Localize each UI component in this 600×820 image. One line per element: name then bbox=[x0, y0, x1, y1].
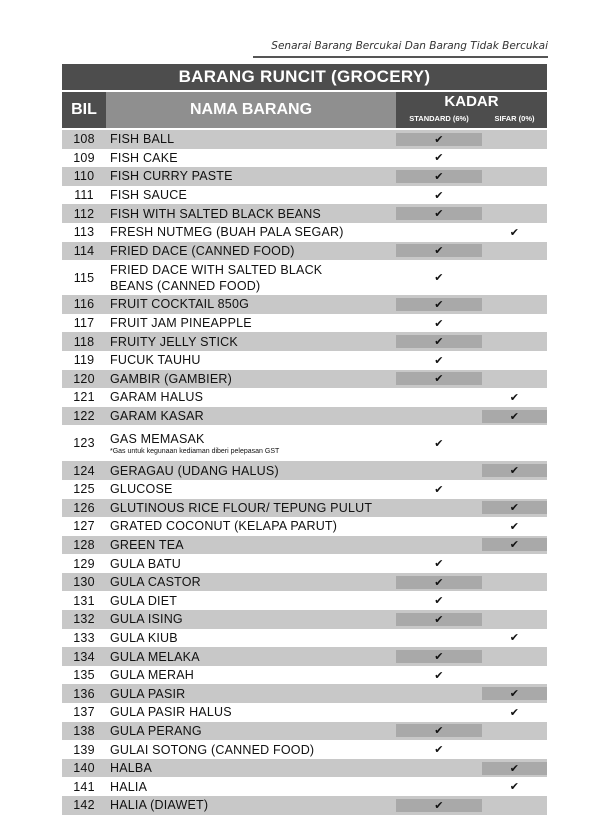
check-icon: ✔ bbox=[509, 688, 520, 701]
row-nama-text-line2: BEANS (CANNED FOOD) bbox=[110, 278, 261, 293]
check-icon: ✔ bbox=[434, 189, 444, 202]
table-row bbox=[62, 796, 547, 815]
row-nama bbox=[106, 243, 396, 259]
row-nama bbox=[106, 168, 396, 184]
row-nama-text: GULA MERAH bbox=[110, 668, 194, 683]
row-bil: 138 bbox=[73, 723, 95, 738]
row-nama-text: FRUITY JELLY STICK bbox=[110, 334, 238, 349]
row-nama bbox=[106, 556, 396, 572]
row-nama-text: FISH CAKE bbox=[110, 150, 178, 165]
row-nama bbox=[106, 742, 396, 758]
table-row bbox=[62, 629, 547, 648]
row-standard-cell bbox=[396, 244, 482, 257]
table-row bbox=[62, 777, 547, 796]
row-nama bbox=[106, 262, 396, 294]
row-bil: 114 bbox=[73, 243, 95, 258]
row-bil: 132 bbox=[73, 612, 95, 627]
row-bil: 113 bbox=[73, 225, 95, 240]
row-sifar-cell bbox=[482, 762, 547, 775]
check-icon: ✔ bbox=[434, 725, 444, 738]
row-bil: 121 bbox=[73, 390, 95, 405]
row-nama-text: GULA BATU bbox=[110, 556, 182, 571]
table-row bbox=[62, 591, 547, 610]
row-nama bbox=[106, 296, 396, 312]
row-bil: 129 bbox=[73, 556, 95, 571]
table-row bbox=[62, 223, 547, 242]
check-icon: ✔ bbox=[509, 539, 520, 552]
check-icon: ✔ bbox=[434, 133, 444, 146]
row-nama-text: FISH WITH SALTED BLACK BEANS bbox=[110, 206, 321, 221]
row-nama-text: GARAM HALUS bbox=[110, 390, 204, 405]
table-body bbox=[62, 130, 547, 815]
table-row bbox=[62, 722, 547, 741]
row-nama-text: GULA PASIR bbox=[110, 686, 186, 701]
row-nama bbox=[106, 334, 396, 350]
row-standard-cell bbox=[396, 207, 482, 220]
check-icon: ✔ bbox=[434, 437, 444, 450]
check-icon: ✔ bbox=[434, 152, 444, 165]
row-nama-text: HALIA (DIAWET) bbox=[110, 798, 209, 813]
table-row bbox=[62, 167, 547, 186]
row-sifar-cell bbox=[482, 501, 547, 514]
check-icon: ✔ bbox=[434, 669, 444, 682]
row-nama bbox=[106, 463, 396, 479]
check-icon: ✔ bbox=[434, 613, 444, 626]
row-bil: 135 bbox=[73, 668, 95, 683]
row-nama bbox=[106, 667, 396, 683]
row-nama bbox=[106, 760, 396, 776]
row-nama bbox=[106, 797, 396, 813]
row-sifar-cell bbox=[482, 520, 547, 533]
table-row bbox=[62, 149, 547, 168]
check-icon: ✔ bbox=[509, 781, 520, 794]
row-standard-cell bbox=[396, 576, 482, 589]
check-icon: ✔ bbox=[434, 336, 444, 349]
row-nama-text: FRIED DACE WITH SALTED BLACK bbox=[110, 262, 323, 277]
row-nama-text: GULA KIUB bbox=[110, 630, 178, 645]
row-standard-cell bbox=[396, 372, 482, 385]
row-nama bbox=[106, 206, 396, 222]
row-bil: 109 bbox=[73, 150, 95, 165]
row-standard-cell bbox=[396, 151, 482, 164]
row-bil: 139 bbox=[73, 742, 95, 757]
row-nama-text: GRATED COCONUT (KELAPA PARUT) bbox=[110, 519, 338, 534]
row-nama-text: GARAM KASAR bbox=[110, 409, 204, 424]
table-row bbox=[62, 295, 547, 314]
row-note: *Gas untuk kegunaan kediaman diberi pelepasan GST bbox=[110, 447, 280, 455]
row-bil: 134 bbox=[73, 649, 95, 664]
row-bil: 141 bbox=[73, 779, 95, 794]
row-nama bbox=[106, 500, 396, 516]
row-nama-text: FISH SAUCE bbox=[110, 188, 188, 203]
row-standard-cell bbox=[396, 271, 482, 284]
header-bil: BIL bbox=[62, 92, 106, 128]
row-nama-text: GERAGAU (UDANG HALUS) bbox=[110, 463, 279, 478]
table-row bbox=[62, 554, 547, 573]
header-nama-barang: NAMA BARANG bbox=[106, 92, 396, 128]
row-bil: 116 bbox=[73, 297, 95, 312]
row-standard-cell bbox=[396, 317, 482, 330]
table-row bbox=[62, 425, 547, 461]
row-nama-text: FISH BALL bbox=[110, 132, 175, 147]
row-nama bbox=[106, 131, 396, 147]
row-sifar-cell bbox=[482, 706, 547, 719]
check-icon: ✔ bbox=[509, 410, 520, 423]
row-nama bbox=[106, 481, 396, 497]
check-icon: ✔ bbox=[434, 208, 444, 221]
check-icon: ✔ bbox=[434, 483, 444, 496]
table-row bbox=[62, 610, 547, 629]
header-sifar: SIFAR (0%) bbox=[494, 114, 535, 123]
row-standard-cell bbox=[396, 170, 482, 183]
row-nama bbox=[106, 630, 396, 646]
row-nama-text: GULA DIET bbox=[110, 593, 178, 608]
row-nama-text: GULA PERANG bbox=[110, 723, 202, 738]
row-sifar-cell bbox=[482, 780, 547, 793]
row-standard-cell bbox=[396, 437, 482, 450]
table-row bbox=[62, 684, 547, 703]
check-icon: ✔ bbox=[434, 317, 444, 330]
row-nama bbox=[106, 431, 396, 456]
check-icon: ✔ bbox=[509, 391, 520, 404]
row-nama-text: HALIA bbox=[110, 779, 148, 794]
table-row bbox=[62, 461, 547, 480]
header-standard: STANDARD (6%) bbox=[409, 114, 469, 123]
header-kadar-label: KADAR bbox=[444, 93, 499, 110]
check-icon: ✔ bbox=[434, 558, 444, 571]
row-nama bbox=[106, 537, 396, 553]
row-nama bbox=[106, 371, 396, 387]
row-sifar-cell bbox=[482, 538, 547, 551]
table-row bbox=[62, 647, 547, 666]
row-nama bbox=[106, 150, 396, 166]
row-bil: 112 bbox=[73, 206, 95, 221]
table-row bbox=[62, 130, 547, 149]
row-nama bbox=[106, 574, 396, 590]
row-bil: 142 bbox=[73, 798, 95, 813]
check-icon: ✔ bbox=[434, 373, 444, 386]
row-sifar-cell bbox=[482, 410, 547, 423]
row-bil: 119 bbox=[73, 353, 95, 368]
row-sifar-cell bbox=[482, 226, 547, 239]
check-icon: ✔ bbox=[509, 762, 520, 775]
row-nama-text: GULA CASTOR bbox=[110, 575, 201, 590]
check-icon: ✔ bbox=[509, 502, 520, 515]
table-row bbox=[62, 204, 547, 223]
check-icon: ✔ bbox=[434, 298, 444, 311]
row-nama bbox=[106, 408, 396, 424]
row-nama-text: FUCUK TAUHU bbox=[110, 353, 201, 368]
row-nama-text: FRESH NUTMEG (BUAH PALA SEGAR) bbox=[110, 225, 344, 240]
row-bil: 130 bbox=[73, 575, 95, 590]
row-nama bbox=[106, 352, 396, 368]
row-standard-cell bbox=[396, 298, 482, 311]
table-row bbox=[62, 703, 547, 722]
subtitle-rule bbox=[253, 56, 548, 58]
row-bil: 127 bbox=[73, 519, 95, 534]
row-standard-cell bbox=[396, 335, 482, 348]
row-nama bbox=[106, 704, 396, 720]
row-standard-cell bbox=[396, 354, 482, 367]
row-standard-cell bbox=[396, 724, 482, 737]
check-icon: ✔ bbox=[509, 632, 520, 645]
table-row bbox=[62, 666, 547, 685]
row-nama bbox=[106, 315, 396, 331]
page-subtitle: Senarai Barang Bercukai Dan Barang Tidak Bercukai bbox=[271, 40, 548, 52]
table-title: BARANG RUNCIT (GROCERY) bbox=[62, 64, 547, 90]
row-nama bbox=[106, 611, 396, 627]
grocery-table bbox=[62, 64, 547, 815]
row-nama bbox=[106, 518, 396, 534]
row-bil: 115 bbox=[73, 270, 95, 285]
row-nama bbox=[106, 224, 396, 240]
row-standard-cell bbox=[396, 743, 482, 756]
row-sifar-cell bbox=[482, 687, 547, 700]
row-standard-cell bbox=[396, 799, 482, 812]
row-bil: 126 bbox=[73, 500, 95, 515]
row-bil: 124 bbox=[73, 463, 95, 478]
check-icon: ✔ bbox=[509, 520, 520, 533]
row-bil: 110 bbox=[73, 169, 95, 184]
check-icon: ✔ bbox=[434, 651, 444, 664]
table-row bbox=[62, 314, 547, 333]
table-row bbox=[62, 573, 547, 592]
row-nama-text: GULA MELAKA bbox=[110, 649, 200, 664]
row-nama-text: GLUTINOUS RICE FLOUR/ TEPUNG PULUT bbox=[110, 500, 373, 515]
row-nama-text: GLUCOSE bbox=[110, 482, 173, 497]
row-bil: 117 bbox=[73, 316, 95, 331]
check-icon: ✔ bbox=[434, 799, 444, 812]
table-row bbox=[62, 759, 547, 778]
row-bil: 137 bbox=[73, 705, 95, 720]
row-nama bbox=[106, 686, 396, 702]
row-standard-cell bbox=[396, 189, 482, 202]
row-nama-text: FRIED DACE (CANNED FOOD) bbox=[110, 243, 295, 258]
row-nama bbox=[106, 593, 396, 609]
table-header bbox=[62, 92, 547, 128]
row-bil: 128 bbox=[73, 537, 95, 552]
table-row bbox=[62, 370, 547, 389]
row-nama-text: GULA PASIR HALUS bbox=[110, 705, 232, 720]
row-sifar-cell bbox=[482, 391, 547, 404]
row-bil: 140 bbox=[73, 761, 95, 776]
row-nama-text: FISH CURRY PASTE bbox=[110, 169, 233, 184]
row-standard-cell bbox=[396, 557, 482, 570]
row-standard-cell bbox=[396, 613, 482, 626]
row-nama bbox=[106, 723, 396, 739]
row-standard-cell bbox=[396, 483, 482, 496]
check-icon: ✔ bbox=[434, 744, 444, 757]
table-row bbox=[62, 517, 547, 536]
row-nama-text: GULAI SOTONG (CANNED FOOD) bbox=[110, 742, 315, 757]
row-bil: 133 bbox=[73, 630, 95, 645]
row-nama-text: GAMBIR (GAMBIER) bbox=[110, 371, 232, 386]
table-row bbox=[62, 260, 547, 295]
table-row bbox=[62, 242, 547, 261]
table-row bbox=[62, 407, 547, 426]
table-row bbox=[62, 186, 547, 205]
row-bil: 118 bbox=[73, 334, 95, 349]
row-nama-text: FRUIT JAM PINEAPPLE bbox=[110, 316, 252, 331]
row-nama bbox=[106, 779, 396, 795]
check-icon: ✔ bbox=[509, 706, 520, 719]
row-bil: 122 bbox=[73, 409, 95, 424]
row-standard-cell bbox=[396, 594, 482, 607]
check-icon: ✔ bbox=[434, 595, 444, 608]
row-sifar-cell bbox=[482, 631, 547, 644]
check-icon: ✔ bbox=[434, 170, 444, 183]
row-bil: 111 bbox=[74, 188, 94, 203]
check-icon: ✔ bbox=[434, 245, 444, 258]
table-row bbox=[62, 332, 547, 351]
row-standard-cell bbox=[396, 650, 482, 663]
row-nama-text: GAS MEMASAK bbox=[110, 431, 205, 446]
row-nama bbox=[106, 389, 396, 405]
row-bil: 131 bbox=[73, 593, 95, 608]
row-nama-text: GULA ISING bbox=[110, 612, 183, 627]
row-nama bbox=[106, 187, 396, 203]
row-nama-text: GREEN TEA bbox=[110, 537, 184, 552]
table-row bbox=[62, 740, 547, 759]
check-icon: ✔ bbox=[509, 226, 520, 239]
row-standard-cell bbox=[396, 133, 482, 146]
row-nama-text: FRUIT COCKTAIL 850G bbox=[110, 297, 250, 312]
row-bil: 120 bbox=[73, 371, 95, 386]
row-standard-cell bbox=[396, 669, 482, 682]
row-bil: 136 bbox=[73, 686, 95, 701]
table-row bbox=[62, 499, 547, 518]
row-bil: 123 bbox=[73, 436, 95, 451]
check-icon: ✔ bbox=[434, 354, 444, 367]
header-kadar bbox=[396, 92, 547, 128]
row-bil: 108 bbox=[73, 132, 95, 147]
table-row bbox=[62, 480, 547, 499]
table-row bbox=[62, 388, 547, 407]
row-bil: 125 bbox=[73, 482, 95, 497]
check-icon: ✔ bbox=[509, 465, 520, 478]
row-nama-text: HALBA bbox=[110, 761, 152, 776]
check-icon: ✔ bbox=[434, 272, 444, 285]
row-sifar-cell bbox=[482, 464, 547, 477]
check-icon: ✔ bbox=[434, 576, 444, 589]
table-row bbox=[62, 351, 547, 370]
row-nama bbox=[106, 649, 396, 665]
table-row bbox=[62, 536, 547, 555]
